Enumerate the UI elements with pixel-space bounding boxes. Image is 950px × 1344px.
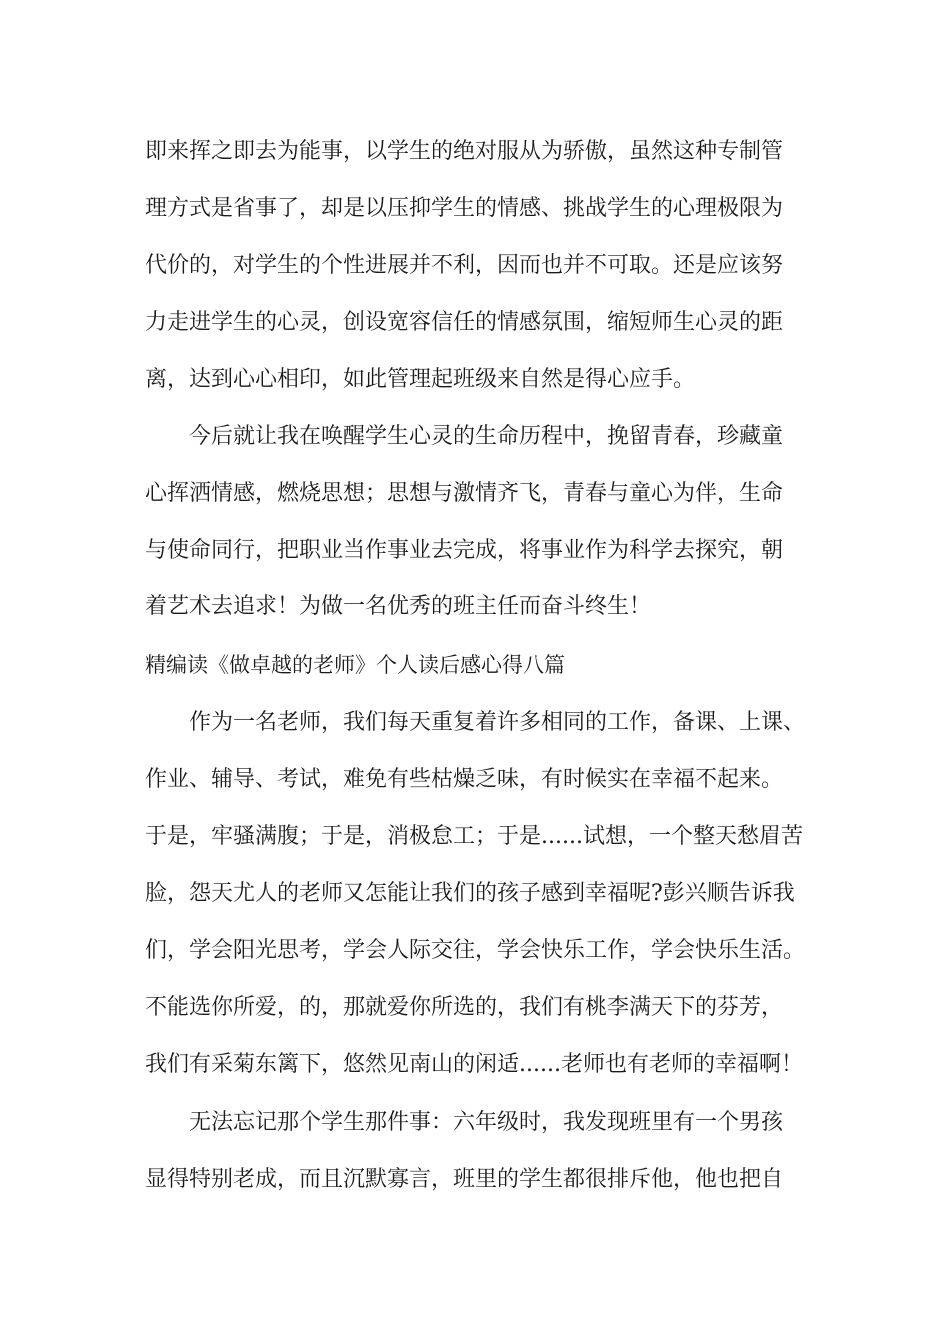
paragraph-3-line-7: 我们有采菊东篱下，悠然见南山的闲适......老师也有老师的幸福啊！ (145, 1052, 803, 1077)
paragraph-4-line-2: 显得特别老成，而且沉默寡言，班里的学生都很排斥他，他也把自 (145, 1167, 784, 1192)
paragraph-3-line-6: 不能选你所爱，的，那就爱你所选的，我们有桃李满天下的芬芳， (145, 995, 784, 1020)
paragraph-3-line-1: 作为一名老师，我们每天重复着许多相同的工作，备课、上课、 (189, 710, 806, 735)
paragraph-1-line-5: 离，达到心心相印，如此管理起班级来自然是得心应手。 (145, 367, 696, 392)
paragraph-1-line-4: 力走进学生的心灵，创设宽容信任的情感氛围，缩短师生心灵的距 (145, 310, 784, 335)
paragraph-2-line-1: 今后就让我在唤醒学生心灵的生命历程中，挽留青春，珍藏童 (189, 424, 784, 449)
paragraph-2-line-4: 着艺术去追求！为做一名优秀的班主任而奋斗终生！ (145, 594, 652, 619)
paragraph-1-line-3: 代价的，对学生的个性进展并不利，因而也并不可取。还是应该努 (145, 253, 784, 278)
paragraph-2-line-2: 心挥洒情感，燃烧思想；思想与激情齐飞，青春与童心为伴，生命 (145, 481, 784, 506)
paragraph-4-line-1: 无法忘记那个学生那件事：六年级时，我发现班里有一个男孩 (189, 1110, 784, 1135)
paragraph-3-line-3: 于是，牢骚满腹；于是，消极怠工；于是......试想，一个整天愁眉苦 (145, 824, 803, 849)
section-heading: 精编读《做卓越的老师》个人读后感心得八篇 (145, 653, 565, 677)
paragraph-3-line-2: 作业、辅导、考试，难免有些枯燥乏味，有时候实在幸福不起来。 (145, 767, 784, 792)
paragraph-1-line-2: 理方式是省事了，却是以压抑学生的情感、挑战学生的心理极限为 (145, 196, 784, 221)
paragraph-2-line-3: 与使命同行，把职业当作事业去完成，将事业作为科学去探究，朝 (145, 538, 784, 563)
paragraph-3-line-4: 脸，怨天尤人的老师又怎能让我们的孩子感到幸福呢?彭兴顺告诉我 (145, 881, 795, 906)
paragraph-1-line-1: 即来挥之即去为能事，以学生的绝对服从为骄傲，虽然这种专制管 (145, 139, 784, 164)
paragraph-3-line-5: 们，学会阳光思考，学会人际交往，学会快乐工作，学会快乐生活。 (145, 938, 806, 963)
